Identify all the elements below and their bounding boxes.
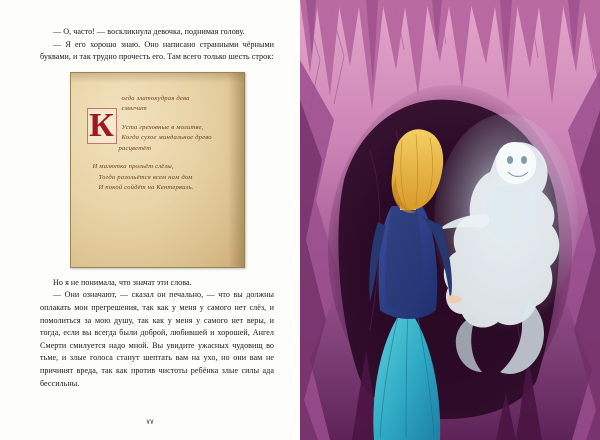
- verse-line: И малютка прольёт слёзы,: [92, 163, 174, 171]
- parchment-scroll: [70, 72, 245, 268]
- verse-line: огда златокудрая дева: [121, 94, 190, 102]
- verse-line: Уста греховные в молитве,: [121, 123, 204, 131]
- bottom-text-block: [40, 277, 274, 390]
- verse-line: смягчит: [121, 105, 147, 113]
- drop-cap-letter: К: [87, 108, 117, 144]
- right-illustration-page: [300, 0, 600, 440]
- paragraph: — Они означают, — сказал он печально, — что вы должны оплакать мои прегрешения, так как у меня у самого нет слёз, и помолиться за мою душу, так как у меня у самого нет веры, и тогда, если вы всегда были доброй, любившей и хорошей, Ангел Смерти смилуется надо мной. Вы увидите ужасных чудовищ во тьме, и злые голоса станут шептать вам на ухо, но они вам не причинят вреда, так как против чистоты ребёнка злые силы ада бессильны.: [40, 290, 274, 388]
- top-text-block: [40, 26, 274, 64]
- paragraph: — О, часто! — воскликнула девочка, поднимая голову.: [53, 27, 245, 36]
- verse-line: расцветёт: [118, 144, 152, 152]
- cave-scene-illustration: [300, 0, 600, 440]
- paragraph: Но я не понимала, что значат эти слова.: [53, 277, 192, 287]
- page-number: ٧٧: [146, 418, 154, 426]
- verse-line: Тогда разольётся всем нам дом: [98, 173, 193, 181]
- parchment-content: [85, 94, 230, 264]
- verse-line: И покой сойдёт на Кентервиль.: [98, 184, 194, 192]
- paragraph: — Я его хорошо знаю. Оно написано странными чёрными буквами, и так трудно прочесть его. Там всего только шесть строк:: [40, 39, 274, 62]
- verse-line: Когда сухое миндальное древо: [121, 134, 212, 142]
- scroll-illustration-wrap: [40, 72, 274, 268]
